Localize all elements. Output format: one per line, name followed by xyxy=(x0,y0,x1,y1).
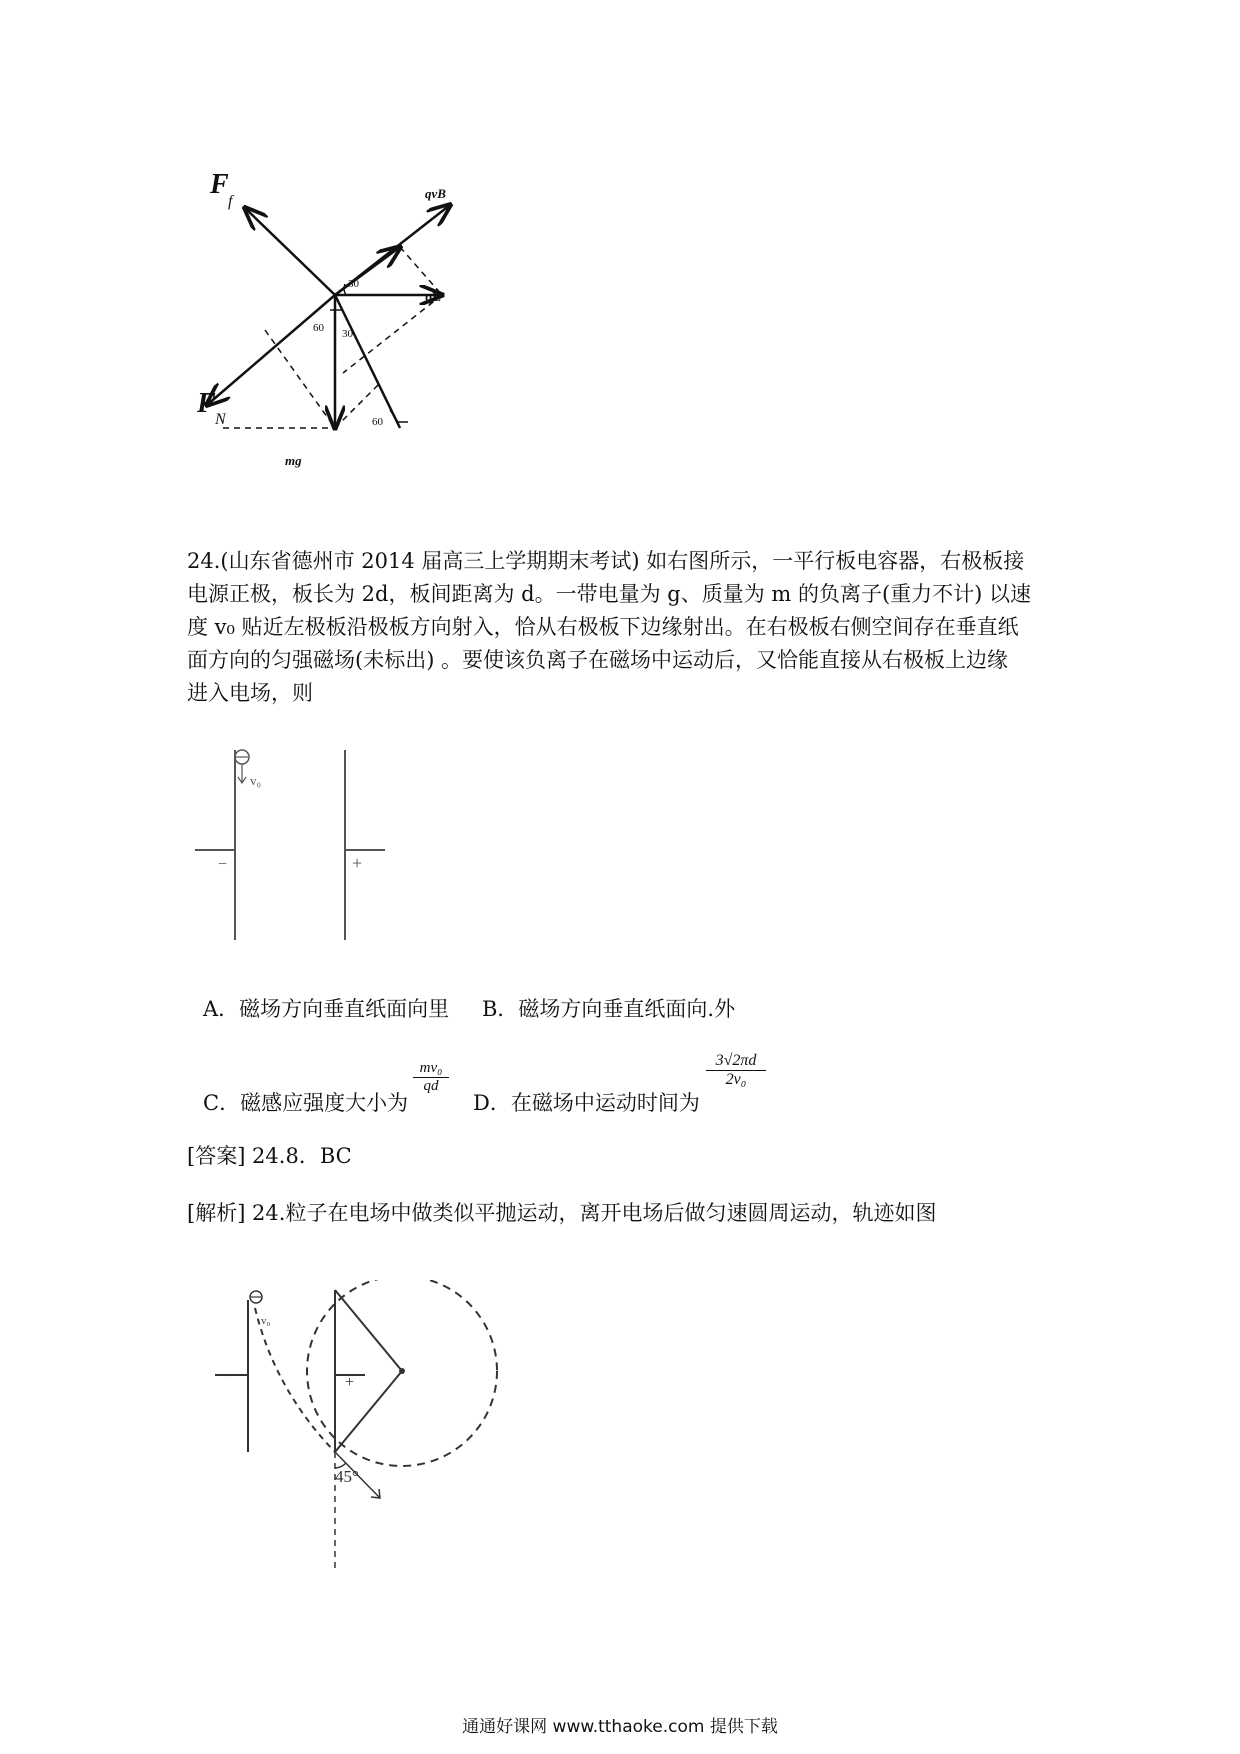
ff-arrow xyxy=(245,208,335,295)
ff-subscript: f xyxy=(228,193,233,210)
fn-subscript: N xyxy=(215,411,226,428)
option-d-denominator: 2v₀ xyxy=(725,1071,747,1088)
trajectory-diagram xyxy=(195,1280,515,1590)
option-d: D．在磁场中运动时间为 xyxy=(473,1091,700,1115)
plus-sign: + xyxy=(345,1374,355,1391)
option-b: B．磁场方向垂直纸面向.外 xyxy=(482,997,736,1021)
force-diagram xyxy=(180,160,480,490)
circle-center xyxy=(399,1368,405,1374)
incline-line xyxy=(335,295,400,428)
analysis-text: [解析] 24.粒子在电场中做类似平抛运动，离开电场后做匀速圆周运动，轨迹如图 xyxy=(187,1201,937,1225)
option-c-numerator: mv₀ xyxy=(413,1060,449,1078)
v0-label: v₀ xyxy=(250,773,262,788)
v0-label: v₀ xyxy=(261,1315,271,1327)
fn-label: F xyxy=(197,388,216,419)
minus-sign: − xyxy=(223,1368,233,1385)
option-c: C．磁感应强度大小为 xyxy=(203,1091,409,1115)
capacitor-diagram xyxy=(190,745,400,945)
option-a: A．磁场方向垂直纸面向里 xyxy=(203,997,450,1021)
question-line-4: 面方向的匀强磁场(未标出) 。要使该负离子在磁场中运动后，又恰能直接从右极板上边缘 xyxy=(187,648,1009,672)
qe-label: qE xyxy=(425,289,441,304)
qvb-label: qvB xyxy=(425,186,446,201)
radius-upper xyxy=(335,1290,402,1371)
mg-label: mg xyxy=(285,453,302,468)
angle-30-top: 30 xyxy=(348,278,359,290)
angle-30-mid: 30 xyxy=(342,328,353,340)
option-d-numerator: 3√2πd xyxy=(706,1052,766,1071)
page-footer: 通通好课网 www.tthaoke.com 提供下载 xyxy=(462,1717,778,1737)
plus-sign: + xyxy=(352,853,363,873)
minus-sign: − xyxy=(218,856,228,873)
angle-label: 45° xyxy=(335,1467,359,1486)
option-d-fraction xyxy=(706,1052,766,1089)
angle-60-bottom: 60 xyxy=(372,416,383,428)
parabolic-trajectory xyxy=(255,1308,335,1452)
ff-label: F xyxy=(210,169,229,200)
question-line-3: 度 v₀ 贴近左极板沿极板方向射入，恰从右极板下边缘射出。在右极板右侧空间存在垂直纸 xyxy=(187,615,1019,639)
fn-arrow xyxy=(207,295,335,405)
option-c-denominator: qd xyxy=(423,1078,439,1094)
question-line-1: 24.(山东省德州市 2014 届高三上学期期末考试) 如右图所示，一平行板电容器，右极板接 xyxy=(187,549,1025,573)
question-line-5: 进入电场，则 xyxy=(187,681,313,705)
option-c-fraction xyxy=(413,1060,449,1095)
question-line-2: 电源正极，板长为 2d，板间距离为 d。一带电量为 g、质量为 m 的负离子(重力不计) 以速 xyxy=(187,582,1032,606)
angle-60-left: 60 xyxy=(313,322,324,334)
answer-text: [答案] 24.8．BC xyxy=(187,1144,352,1168)
